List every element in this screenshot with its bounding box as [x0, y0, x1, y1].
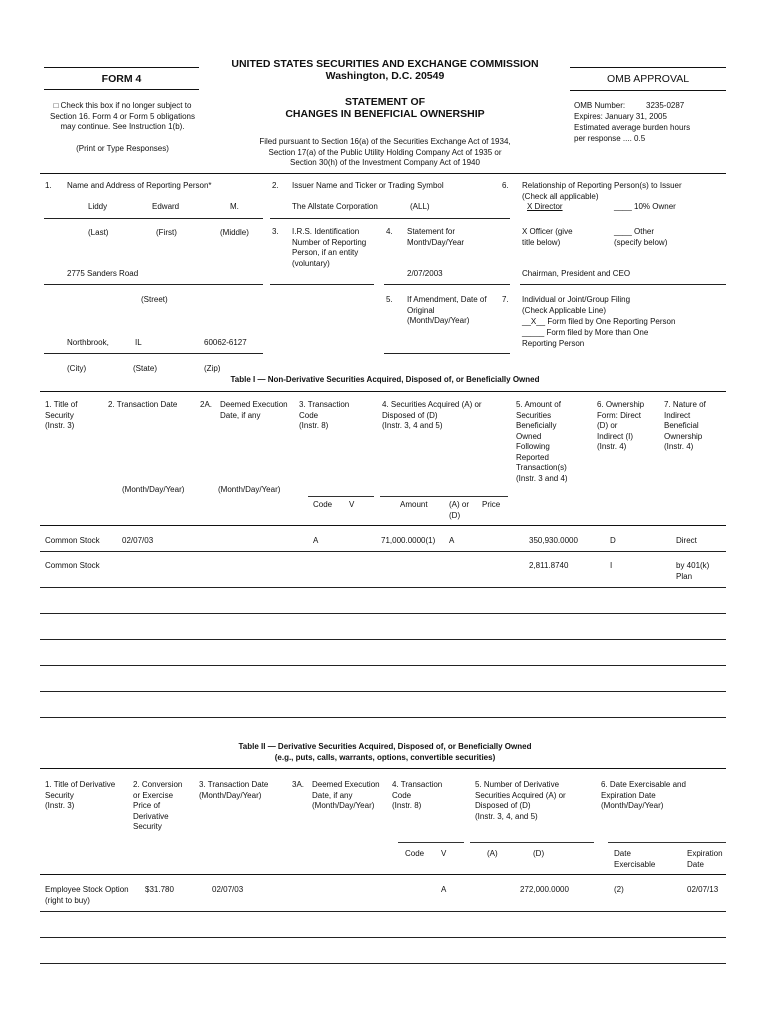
amendment-underline [384, 353, 510, 354]
title-underline [520, 284, 726, 285]
t1-row1-rule [40, 551, 726, 552]
t2-subheader-code: Code [405, 849, 425, 858]
last-label: (Last) [88, 228, 109, 237]
reporting-state: IL [135, 338, 142, 347]
city-underline [44, 353, 263, 354]
t1-header-ownership-form: 6. Ownership Form: Direct (D) or Indirect (I) (Instr. 4) [597, 400, 645, 451]
irs-identification-label: I.R.S. Identification Number of Reporting Person, if an entity (voluntary) [292, 227, 367, 268]
t2-header-date-exercisable: 6. Date Exercisable and Expiration Date (Month/Day/Year) [601, 780, 686, 810]
omb-number-value: 3235-0287 [646, 101, 685, 110]
reporting-person-label: Name and Address of Reporting Person* [67, 181, 212, 190]
t2-sub-rule-ad [470, 842, 594, 843]
t1-header-transaction-code: 3. Transaction Code (Instr. 8) [299, 400, 350, 430]
state-label: (State) [133, 364, 158, 373]
issuer-ticker: (ALL) [410, 202, 430, 211]
t1-subheader-v: V [349, 500, 355, 509]
t1-empty-rule-5 [40, 717, 726, 718]
t2-row1-rule [40, 911, 726, 912]
t1-row1-ad: A [449, 536, 455, 545]
street-label: (Street) [141, 295, 168, 304]
t2-header-transaction-date: 3. Transaction Date (Month/Day/Year) [199, 780, 269, 800]
t2-row1-exercisable: (2) [614, 885, 624, 894]
t2-header-3a-number: 3A. [292, 780, 305, 789]
filed-by-one-person[interactable]: __X__ Form filed by One Reporting Person [522, 317, 676, 326]
t1-header-title: 1. Title of Security (Instr. 3) [45, 400, 78, 430]
commission-title: UNITED STATES SECURITIES AND EXCHANGE COMMISSION [231, 58, 539, 70]
reporting-last-name: Liddy [88, 202, 108, 211]
table-1-header-bottom-rule [40, 525, 726, 526]
t2-sub-rule-code [398, 842, 464, 843]
t1-row1-code: A [313, 536, 319, 545]
t2-subheader-date-exercisable: Date Exercisable [614, 849, 656, 869]
statement-underline [384, 284, 510, 285]
t1-header-2a-number: 2A. [200, 400, 213, 409]
t2-header-title: 1. Title of Derivative Security (Instr. 3) [45, 780, 116, 810]
t2-empty-rule-2 [40, 963, 726, 964]
t2-row1-date: 02/07/03 [212, 885, 244, 894]
table-2-top-rule [40, 768, 726, 769]
filing-type-label: Individual or Joint/Group Filing (Check Applicable Line) [522, 295, 631, 315]
t1-row1-owned: 350,930.0000 [529, 536, 578, 545]
t1-header-transaction-date: 2. Transaction Date [108, 400, 178, 409]
t2-subheader-v: V [441, 849, 447, 858]
t1-row2-title: Common Stock [45, 561, 100, 570]
name-underline [44, 218, 263, 219]
t1-subheader-mdy-2: (Month/Day/Year) [218, 485, 281, 494]
t1-subheader-a-or-d: (A) or (D) [449, 500, 469, 520]
t1-row2-rule [40, 587, 726, 588]
t1-row1-amount: 71,000.0000(1) [381, 536, 436, 545]
t1-header-amount-owned: 5. Amount of Securities Beneficially Owned Following Reported Transaction(s) (Instr. 3 and 4) [516, 400, 568, 483]
reporting-city: Northbrook, [67, 338, 109, 347]
t2-header-derivative-securities: 5. Number of Derivative Securities Acquired (A) or Disposed of (D) (Instr. 3, 4, and 5) [475, 780, 566, 821]
t1-header-securities-acquired: 4. Securities Acquired (A) or Disposed of (D) (Instr. 3, 4 and 5) [382, 400, 482, 430]
statement-title-2: CHANGES IN BENEFICIAL OWNERSHIP [285, 108, 485, 120]
table-2-header-bottom-rule [40, 874, 726, 875]
t1-subheader-price: Price [482, 500, 501, 509]
no-longer-subject-checkbox[interactable]: □ Check this box if no longer subject to Section 16. Form 4 or Form 5 obligations may continue. See Instruction 1(b). [50, 101, 195, 131]
omb-top-rule [570, 67, 726, 68]
omb-burden-hours: Estimated average burden hours per response .... 0.5 [574, 123, 691, 143]
reporting-middle-name: M. [230, 202, 239, 211]
t1-empty-rule-2 [40, 639, 726, 640]
t2-empty-rule-1 [40, 937, 726, 938]
omb-expires: Expires: January 31, 2005 [574, 112, 667, 121]
statement-date: 2/07/2003 [407, 269, 443, 278]
relationship-label: Relationship of Reporting Person(s) to Issuer (Check all applicable) [522, 181, 682, 201]
t1-sub-rule-amount [380, 496, 508, 497]
amendment-label: If Amendment, Date of Original (Month/Day/Year) [407, 295, 487, 325]
filed-pursuant-text: Filed pursuant to Section 16(a) of the Securities Exchange Act of 1934, Section 17(a) of the Public Utility Holding Company Act of 1935 or Section 30(h) of the Investment Company Act of 1940 [259, 137, 511, 167]
form-bottom-rule [44, 89, 199, 90]
item-2-number: 2. [272, 181, 279, 190]
t1-header-nature-ownership: 7. Nature of Indirect Beneficial Ownership (Instr. 4) [664, 400, 706, 451]
reporting-zip: 60062-6127 [204, 338, 247, 347]
t1-sub-rule-code [308, 496, 374, 497]
t2-row1-expiration: 02/07/13 [687, 885, 719, 894]
t2-subheader-d: (D) [533, 849, 545, 858]
item-4-number: 4. [386, 227, 393, 236]
item-1-number: 1. [45, 181, 52, 190]
omb-number-label: OMB Number: [574, 101, 626, 110]
t1-row1-title: Common Stock [45, 536, 100, 545]
t1-empty-rule-3 [40, 665, 726, 666]
city-label: (City) [67, 364, 87, 373]
item-3-number: 3. [272, 227, 279, 236]
item-5-number: 5. [386, 295, 393, 304]
t2-row1-title: Employee Stock Option (right to buy) [45, 885, 129, 905]
statement-for-label: Statement for Month/Day/Year [407, 227, 465, 247]
t1-row1-form: D [610, 536, 616, 545]
omb-approval-label: OMB APPROVAL [606, 73, 690, 85]
officer-checkbox[interactable]: X Officer (give title below) [522, 227, 573, 247]
director-checkbox[interactable]: X Director [527, 202, 563, 211]
print-or-type-note: (Print or Type Responses) [76, 144, 169, 153]
t1-empty-rule-4 [40, 691, 726, 692]
t2-subheader-expiration-date: Expiration Date [687, 849, 723, 869]
t1-header-deemed-date: Deemed Execution Date, if any [220, 400, 288, 420]
item-7-number: 7. [502, 295, 509, 304]
form-top-rule [44, 67, 199, 68]
reporting-first-name: Edward [152, 202, 180, 211]
statement-title-1: STATEMENT OF [344, 96, 426, 108]
t2-row1-d: 272,000.0000 [520, 885, 569, 894]
officer-title: Chairman, President and CEO [522, 269, 631, 278]
t2-header-conversion-price: 2. Conversion or Exercise Price of Derivative Security [133, 780, 183, 831]
issuer-label: Issuer Name and Ticker or Trading Symbol [292, 181, 444, 190]
t1-row1-nature: Direct [676, 536, 697, 545]
issuer-name: The Allstate Corporation [292, 202, 378, 211]
t2-row1-code: A [441, 885, 447, 894]
table-2-subtitle: (e.g., puts, calls, warrants, options, convertible securities) [274, 753, 496, 762]
address-underline [44, 284, 263, 285]
irs-underline [270, 284, 374, 285]
item-6-number: 6. [502, 181, 509, 190]
middle-label: (Middle) [220, 228, 249, 237]
reporting-street-address: 2775 Sanders Road [67, 269, 139, 278]
zip-label: (Zip) [204, 364, 221, 373]
t1-row2-form: I [610, 561, 613, 570]
t1-subheader-amount: Amount [400, 500, 428, 509]
t1-row2-nature: by 401(k) Plan [676, 561, 710, 581]
t1-subheader-mdy-1: (Month/Day/Year) [122, 485, 185, 494]
t1-row2-owned: 2,811.8740 [529, 561, 569, 570]
other-checkbox[interactable]: ____ Other (specify below) [614, 227, 668, 247]
header-divider-rule [40, 173, 726, 174]
form-number: FORM 4 [101, 73, 142, 85]
commission-location: Washington, D.C. 20549 [325, 70, 445, 82]
t1-subheader-code: Code [313, 500, 333, 509]
table-1-top-rule [40, 391, 726, 392]
ten-percent-owner-checkbox[interactable]: ____ 10% Owner [614, 202, 676, 211]
t2-header-transaction-code: 4. Transaction Code (Instr. 8) [392, 780, 443, 810]
t1-row1-date: 02/07/03 [122, 536, 154, 545]
table-2-title: Table II — Derivative Securities Acquired, Disposed of, or Beneficially Owned [238, 742, 532, 751]
t2-header-deemed-date: Deemed Execution Date, if any (Month/Day/Year) [312, 780, 380, 810]
t2-subheader-a: (A) [487, 849, 498, 858]
omb-bottom-rule [570, 90, 726, 91]
t1-empty-rule-1 [40, 613, 726, 614]
filed-by-more-persons[interactable]: _____ Form filed by More than One Reporting Person [522, 328, 649, 348]
t2-row1-price: $31.780 [145, 885, 174, 894]
first-label: (First) [156, 228, 177, 237]
table-1-title: Table I — Non-Derivative Securities Acquired, Disposed of, or Beneficially Owned [230, 375, 540, 384]
t2-sub-rule-dates [608, 842, 726, 843]
issuer-underline [270, 218, 510, 219]
